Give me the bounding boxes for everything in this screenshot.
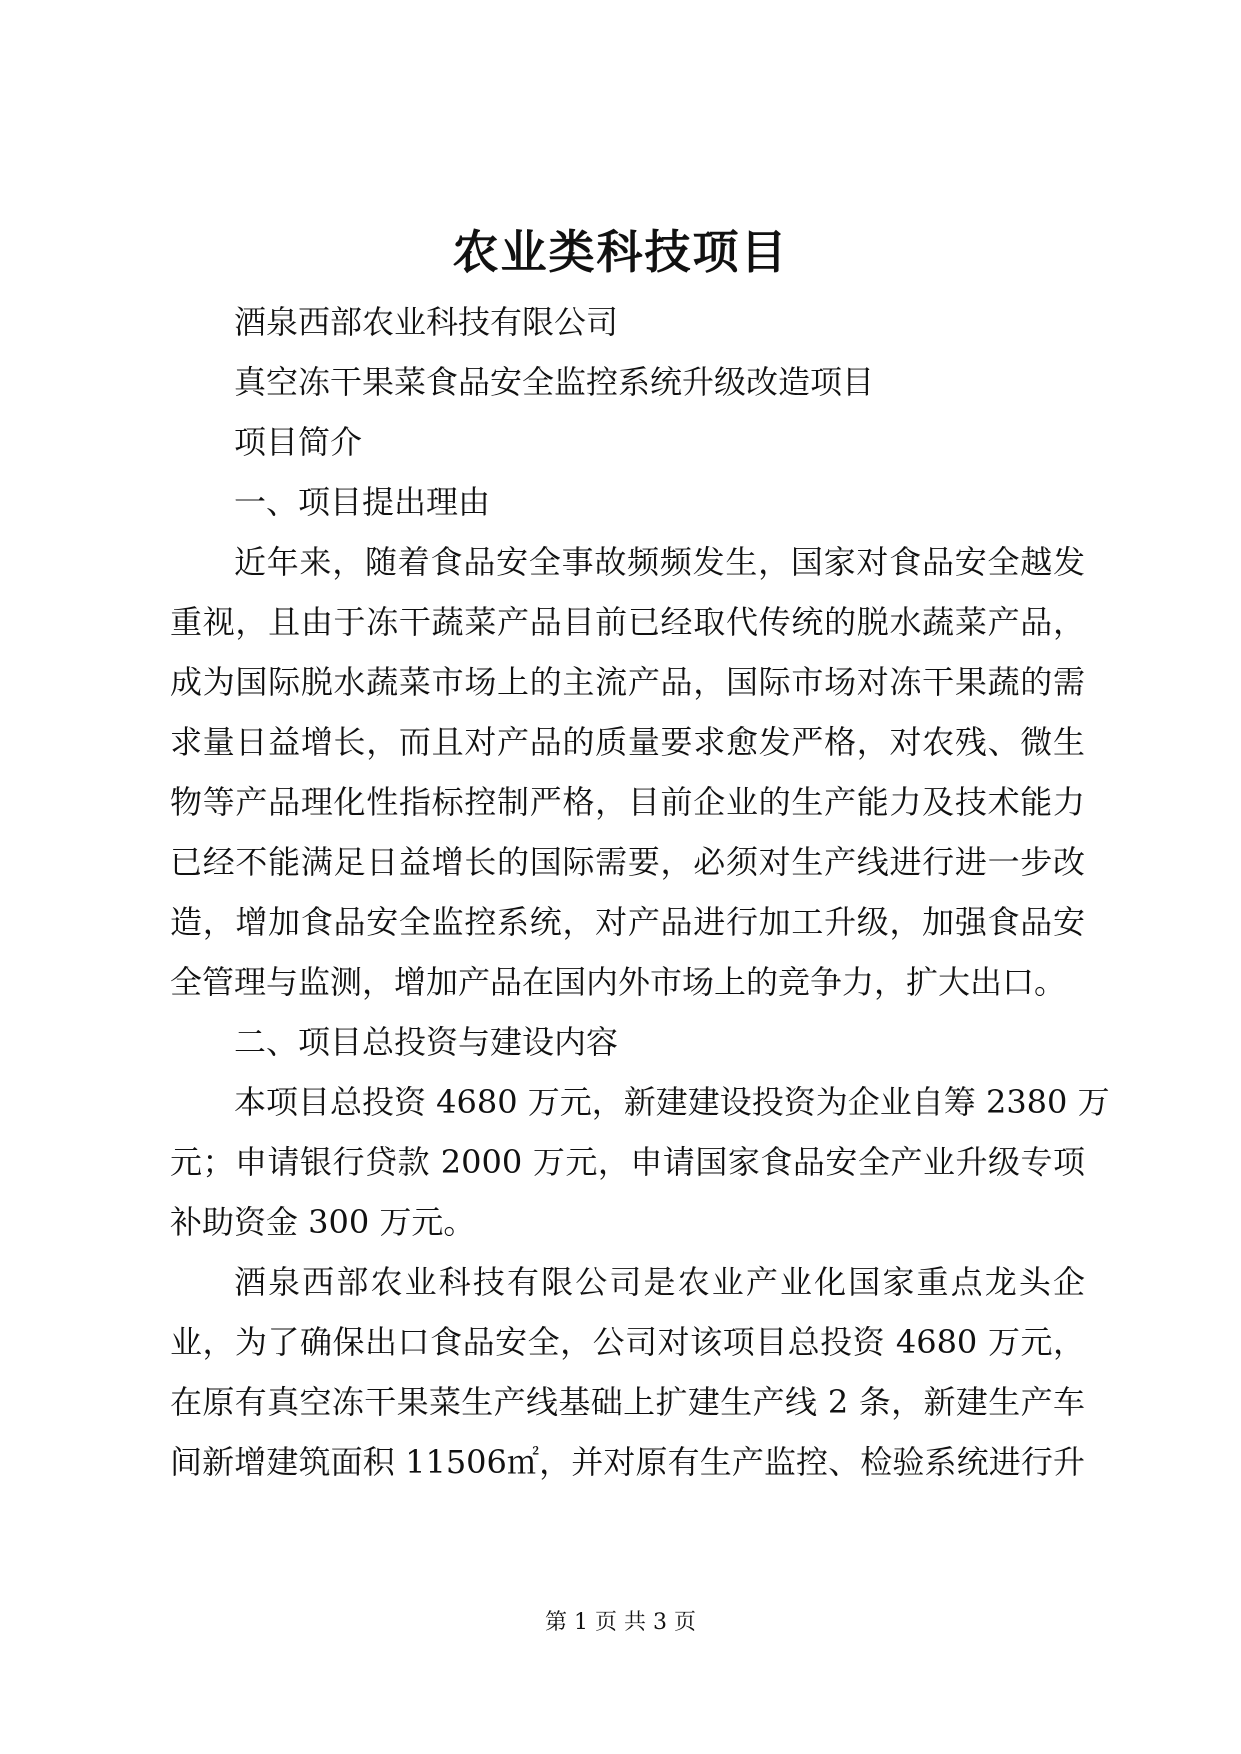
paragraph-line: 重视，且由于冻干蔬菜产品目前已经取代传统的脱水蔬菜产品，	[170, 603, 1085, 641]
page-footer	[0, 1608, 1241, 1638]
section-heading: 项目简介	[234, 423, 363, 461]
paragraph-line: 元；申请银行贷款 2000 万元，申请国家食品安全产业升级专项	[170, 1143, 1085, 1181]
paragraph-line: 酒泉西部农业科技有限公司是农业产业化国家重点龙头企	[234, 1263, 1085, 1301]
paragraph-line: 已经不能满足日益增长的国际需要，必须对生产线进行进一步改	[170, 843, 1085, 881]
section-heading: 二、项目总投资与建设内容	[234, 1023, 619, 1061]
paragraph-line: 物等产品理化性指标控制严格，目前企业的生产能力及技术能力	[170, 783, 1085, 821]
paragraph-line: 补助资金 300 万元。	[170, 1203, 476, 1241]
document-body	[170, 292, 1110, 1492]
company-name-line: 酒泉西部农业科技有限公司	[234, 303, 619, 341]
paragraph-line: 间新增建筑面积 11506㎡，并对原有生产监控、检验系统进行升	[170, 1443, 1085, 1481]
paragraph-line: 成为国际脱水蔬菜市场上的主流产品，国际市场对冻干果蔬的需	[170, 663, 1085, 701]
project-name-line: 真空冻干果菜食品安全监控系统升级改造项目	[234, 363, 875, 401]
document-title: 农业类科技项目	[452, 225, 789, 279]
paragraph-line: 业，为了确保出口食品安全，公司对该项目总投资 4680 万元，	[170, 1323, 1085, 1361]
paragraph-line: 在原有真空冻干果菜生产线基础上扩建生产线 2 条，新建生产车	[170, 1383, 1085, 1421]
page-number: 第 1 页 共 3 页	[545, 1610, 696, 1635]
section-heading: 一、项目提出理由	[234, 483, 491, 521]
paragraph-line: 本项目总投资 4680 万元，新建建设投资为企业自筹 2380 万	[234, 1083, 1110, 1121]
paragraph-line: 近年来，随着食品安全事故频频发生，国家对食品安全越发	[234, 543, 1085, 581]
paragraph-line: 造，增加食品安全监控系统，对产品进行加工升级，加强食品安	[170, 903, 1085, 941]
paragraph-line: 求量日益增长，而且对产品的质量要求愈发严格，对农残、微生	[170, 723, 1085, 761]
paragraph-line: 全管理与监测，增加产品在国内外市场上的竞争力，扩大出口。	[170, 963, 1067, 1001]
